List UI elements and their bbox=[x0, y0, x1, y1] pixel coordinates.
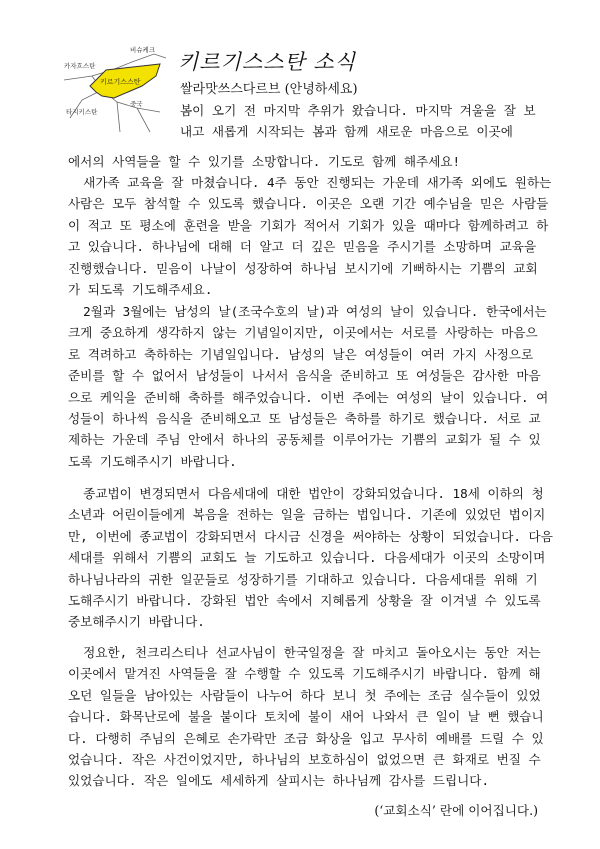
paragraph-religion-law: 종교법이 변경되면서 다음세대에 대한 법안이 강화되었습니다. 18세 이하의 청 소년과 어린이들에게 복음을 전하는 일을 금하는 법입니다. 기존에 있었던 법이지 만, 이번에 종교법이 강화되면서 다시금 신경을 써야하는 상황이 되었습니다. 다음 세대를 위해서 기쁨의 교회도 늘 기도하고 있습니다. 다음세대가 이곳의 소망이며 하나님나라의 귀한 일꾼들로 성장하기를 기대하고 있습니다. 다음세대를 위해 기 도해주시기 바랍니다. 강화된 법안 속에서 지혜롭게 상황을 잘 이겨낼 수 있도록 중보해주시기 바랍니다. bbox=[68, 486, 553, 630]
paragraph-mens-womens-day: 2월과 3월에는 남성의 날(조국수호의 날)과 여성의 날이 있습니다. 한국에서는 크게 중요하게 생각하지 않는 기념일이지만, 이곳에서는 서로를 사랑하는 마음으 로 격려하고 축하하는 기념일입니다. 남성의 날은 여성들이 여러 가지 사정으로 준비를 할 수 없어서 남성들이 나서서 음식을 준비하고 또 여성들은 감사한 마음 으로 케익을 준비해 축하를 해주었습니다. 이번 주에는 여성의 날이 있습니다. 여 성들이 하나씩 음식을 준비해오고 또 남성들은 축하를 하기로 했습니다. 서로 교 제하는 가운데 주님 안에서 하나의 공동체를 이루어가는 기쁨의 교회가 될 수 있 도록 기도해주시기 바랍니다. bbox=[68, 304, 549, 469]
paragraph-missionary-prayer: 정요한, 천크리스티나 선교사님이 한국일정을 잘 마치고 돌아오시는 동안 저는 이곳에서 맡겨진 사역들을 잘 수행할 수 있도록 기도해주시기 바랍니다. 함께 해 오던 일들을 남아있는 사람들이 나누어 하다 보니 첫 주에는 조금 실수들이 있었 습니다. 화목난로에 불을 붙이다 토치에 불이 새어 나와서 큰 일이 날 뻔 했습니 다. 다행히 주님의 은혜로 손가락만 조금 화상을 입고 무사히 예배를 드릴 수 있 었습니다. 작은 사건이었지만, 하나님의 보호하심이 없었으면 큰 화재로 번질 수 있었습니다. 작은 일에도 세세하게 살피시는 하나님께 감사를 드립니다. bbox=[68, 645, 544, 789]
map-label-kyrgyzstan: 키르기스스탄 bbox=[100, 78, 141, 86]
paragraph-0: 에서의 사역들을 할 수 있기를 소망합니다. 기도로 함께 해주세요! bbox=[68, 154, 461, 169]
intro-paragraph: 봄이 오기 전 마지막 추위가 왔습니다. 마지막 겨울을 잘 보 내고 새롭게 시작되는 봄과 함께 새로운 마음으로 이곳에 bbox=[180, 103, 536, 140]
map-label-china: 중국 bbox=[130, 100, 143, 108]
kyrgyzstan-map bbox=[62, 40, 167, 135]
map-graphic bbox=[62, 40, 167, 135]
page-title: 키르기스스탄 소식 bbox=[178, 50, 356, 74]
map-label-uzbekistan: 비슈케크 bbox=[130, 46, 156, 54]
greeting: 쌀라맛쓰스다르브 (안녕하세요) bbox=[180, 82, 358, 97]
map-label-tajikistan: 타지키스탄 bbox=[66, 108, 98, 116]
map-label-kazakhstan: 카자흐스탄 bbox=[64, 62, 96, 70]
continuation-note: (‘교회소식’ 란에 이어집니다.) bbox=[374, 803, 538, 818]
paragraph-newcomer-education: 새가족 교육을 잘 마쳤습니다. 4주 동안 진행되는 가운데 새가족 외에도 원하는 사람은 모두 참석할 수 있도록 했습니다. 이곳은 오랜 기간 예수님을 믿은 사람들 이 적고 또 평소에 훈련을 받을 기회가 적어서 기회가 있을 때마다 함께하려고 하 고 있습니다. 하나님에 대해 더 알고 더 깊은 믿음을 주시기를 소망하며 교육을 진행했습니다. 믿음이 나날이 성장하여 하나님 보시기에 기뻐하시는 기쁨의 교회 가 되도록 기도해주세요. bbox=[68, 175, 552, 298]
